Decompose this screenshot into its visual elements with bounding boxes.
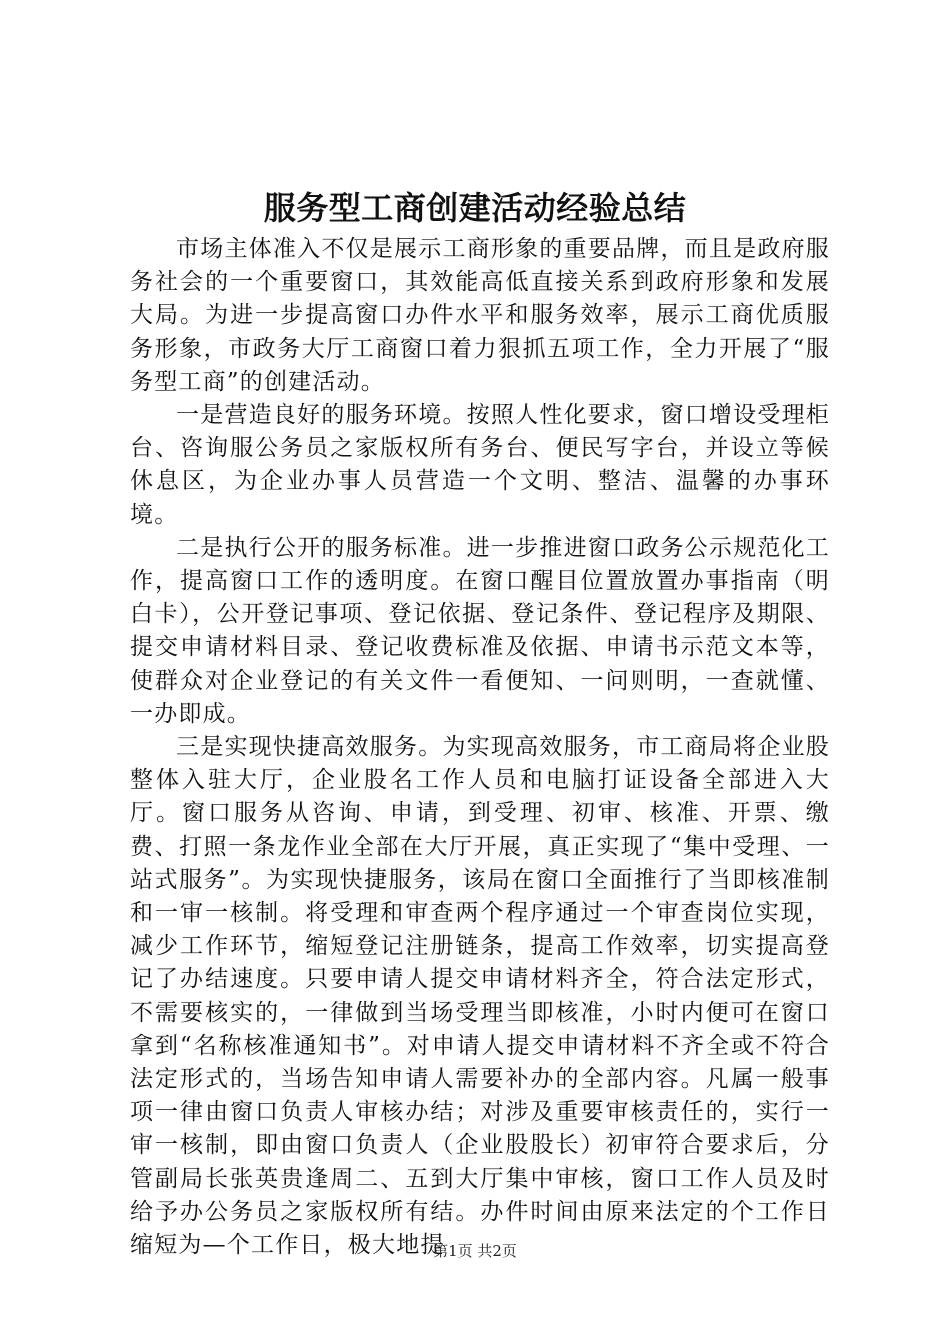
page-number-label: 第1页 共2页 (433, 1242, 517, 1260)
paragraph-service-standards: 二是执行公开的服务标准。进一步推进窗口政务公示规范化工作，提高窗口工作的透明度。在窗口醒目位置放置办事指南（明白卡），公开登记事项、登记依据、登记条件、登记程序及期限、提交申请材料目录、登记收费标准及依据、申请书示范文本等，使群众对企业登记的有关文件一看便知、一问则明，一查就懂、一办即成。 (130, 534, 830, 727)
document-body (130, 233, 830, 1262)
paragraph-service-environment: 一是营造良好的服务环境。按照人性化要求，窗口增设受理柜台、咨询服公务员之家版权所有务台、便民写字台，并设立等候休息区，为企业办事人员营造一个文明、整洁、温馨的办事环境。 (130, 402, 830, 528)
page-footer (0, 1240, 950, 1262)
document-title: 服务型工商创建活动经验总结 (263, 189, 687, 227)
paragraph-efficient-service: 三是实现快捷高效服务。为实现高效服务，市工商局将企业股整体入驻大厅，企业股名工作人员和电脑打证设备全部进入大厅。窗口服务从咨询、申请，到受理、初审、核准、开票、缴费、打照一条龙作业全部在大厅开展，真正实现了“集中受理、一站式服务”。为实现快捷服务，该局在窗口全面推行了当即核准制和一审一核制。将受理和审查两个程序通过一个审查岗位实现，减少工作环节，缩短登记注册链条，提高工作效率，切实提高登记了办结速度。只要申请人提交申请材料齐全，符合法定形式，不需要核实的，一律做到当场受理当即核准，小时内便可在窗口拿到“名称核准通知书”。对申请人提交申请材料不齐全或不符合法定形式的，当场告知申请人需要补办的全部内容。凡属一般事项一律由窗口负责人审核办结；对涉及重要审核责任的，实行一审一核制，即由窗口负责人（企业股股长）初审符合要求后，分管副局长张英贵逢周二、五到大厅集中审核，窗口工作人员及时给予办公务员之家版权所有结。办件时间由原来法定的个工作日缩短为—个工作日，极大地提 (130, 734, 830, 1259)
paragraph-intro: 市场主体准入不仅是展示工商形象的重要品牌，而且是政府服务社会的一个重要窗口，其效能高低直接关系到政府形象和发展大局。为进一步提高窗口办件水平和服务效率，展示工商优质服务形象，市政务大厅工商窗口着力狠抓五项工作，全力开展了“服务型工商”的创建活动。 (130, 236, 830, 395)
